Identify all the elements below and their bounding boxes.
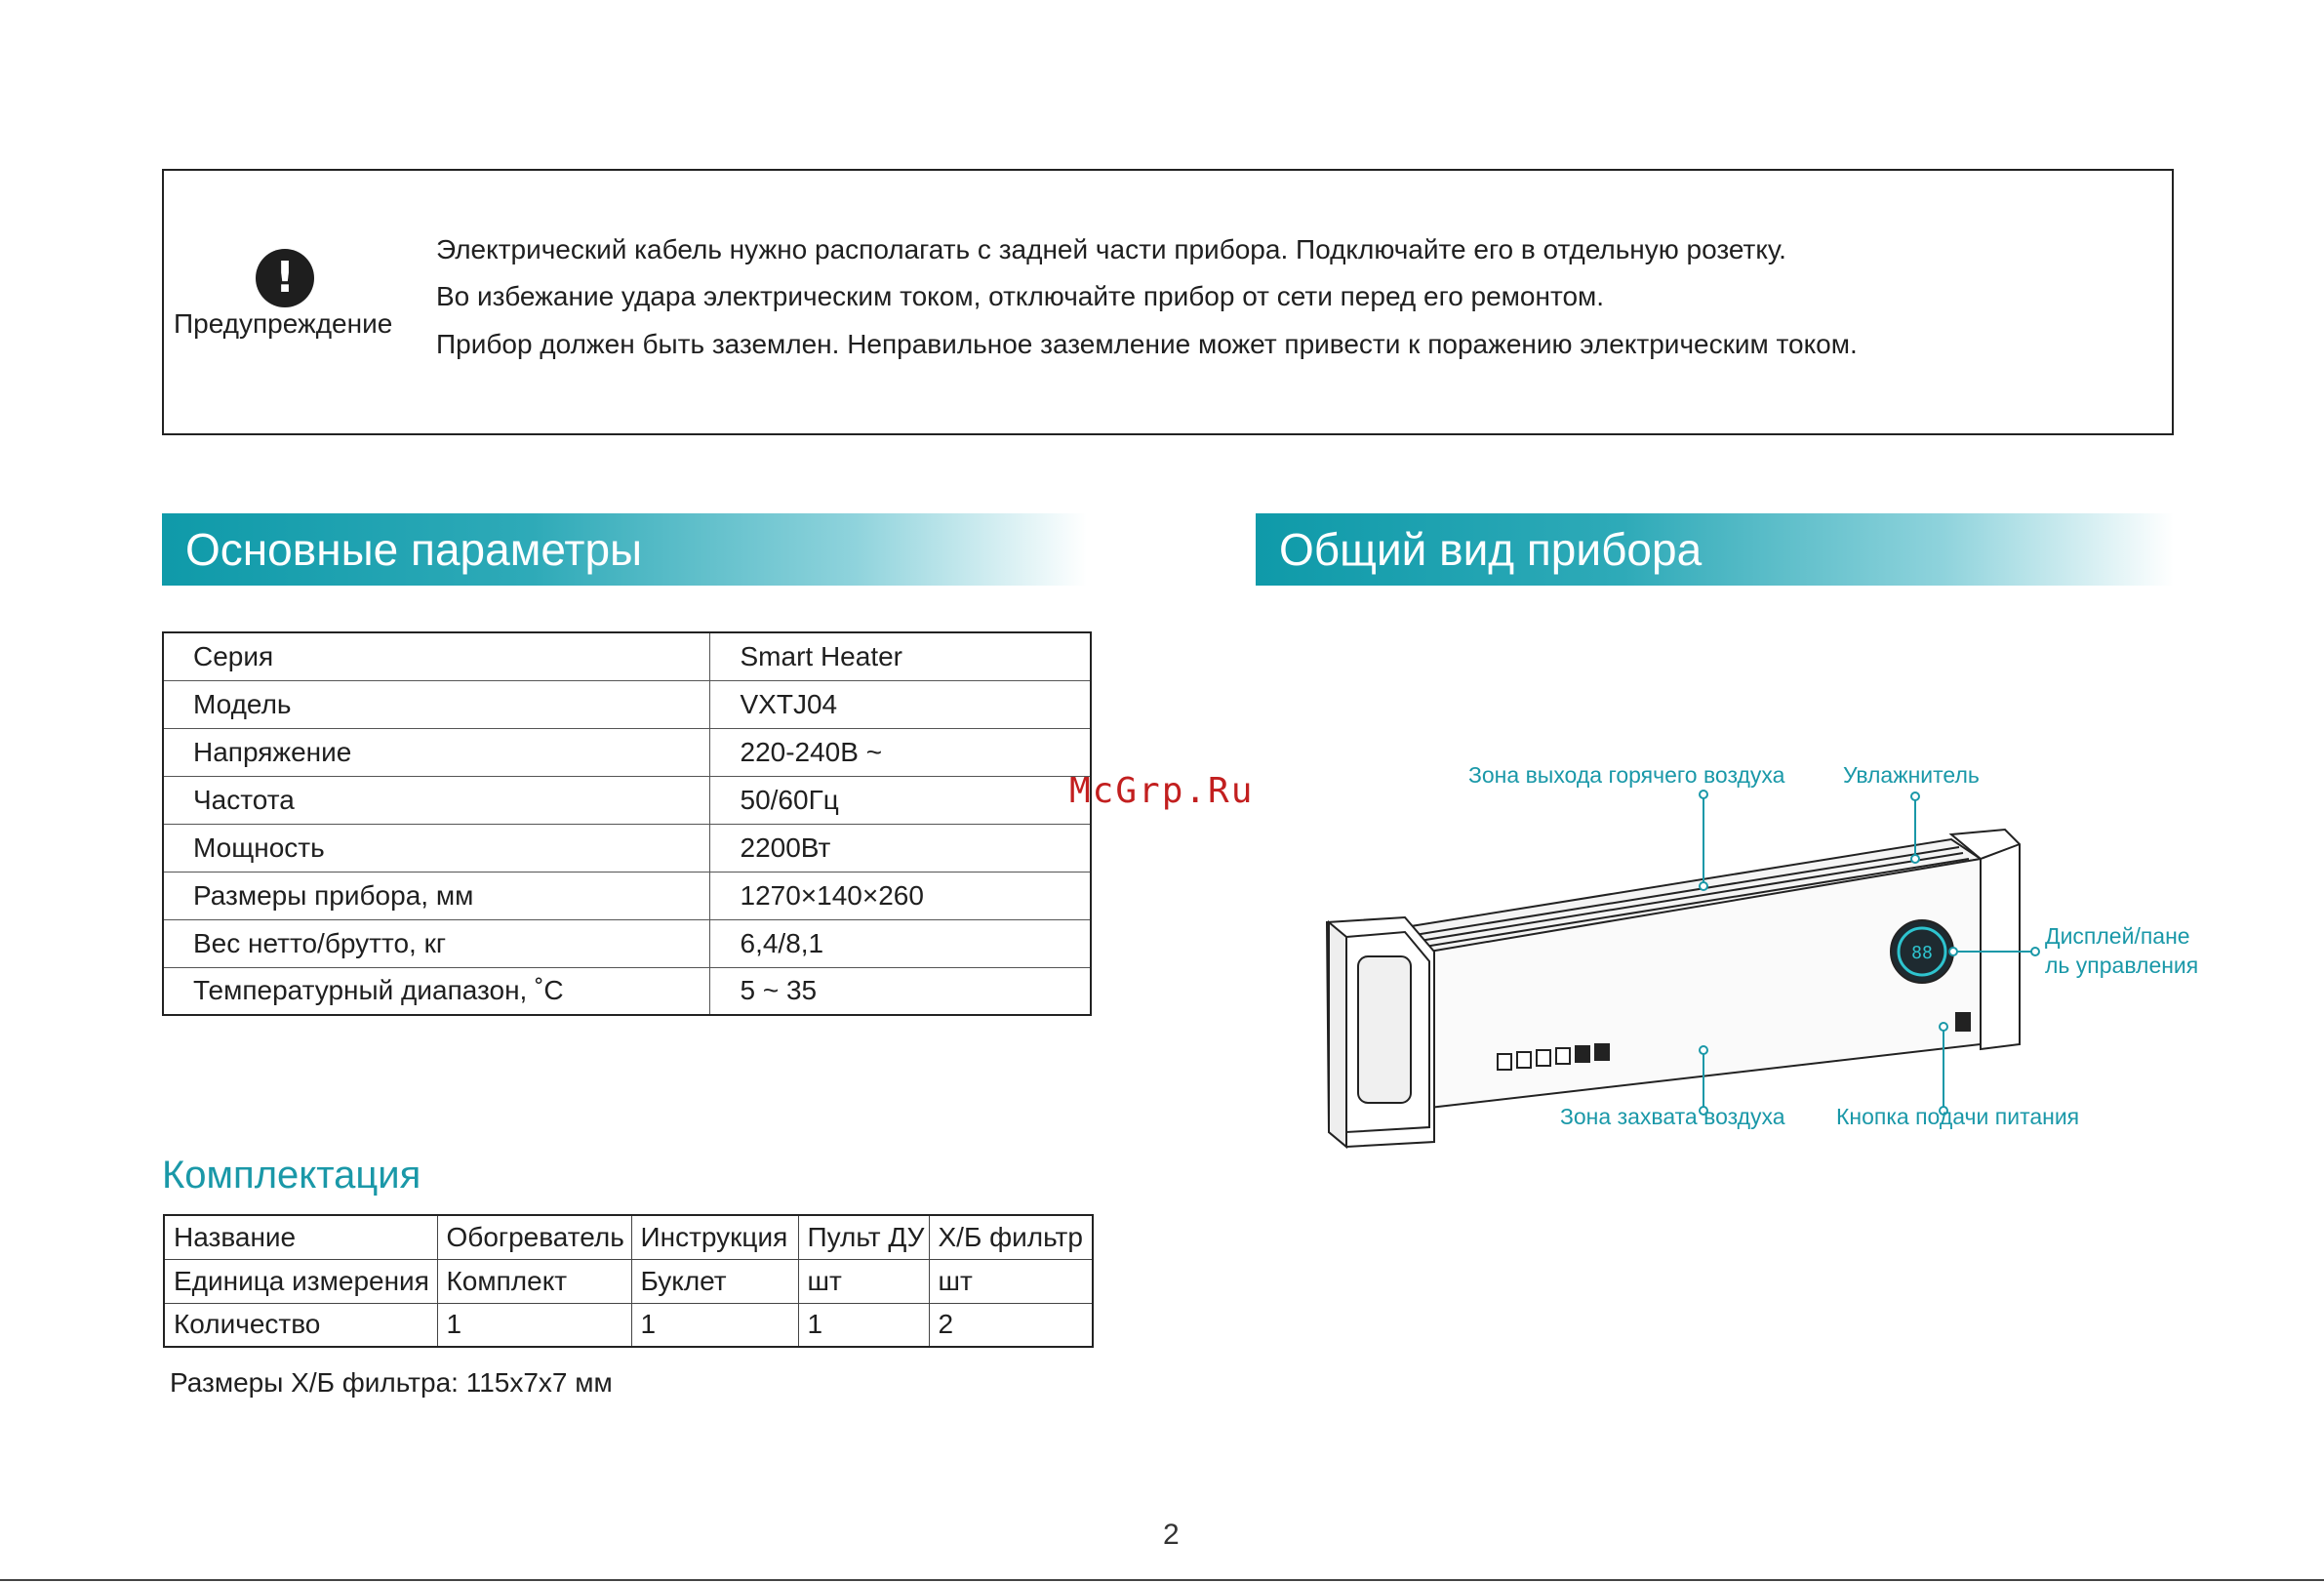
table-row: [163, 776, 1091, 824]
table-row: [164, 1259, 1093, 1303]
table-row: [163, 680, 1091, 728]
table-row: [163, 872, 1091, 919]
callout-display-line1: Дисплей/пане: [2045, 923, 2190, 949]
bottom-rule: [0, 1579, 2324, 1581]
exclamation-icon: !: [256, 249, 314, 307]
kit-table: [163, 1214, 1094, 1348]
kit-cell: Х/Б фильтр: [929, 1215, 1093, 1259]
display-readout: 88: [1911, 943, 1933, 963]
param-key: Мощность: [163, 824, 709, 872]
param-key: Напряжение: [163, 728, 709, 776]
page-number: 2: [1163, 1519, 1180, 1551]
kit-note: Размеры Х/Б фильтра: 115х7х7 мм: [170, 1367, 613, 1398]
table-row: [163, 967, 1091, 1015]
kit-cell: шт: [798, 1259, 929, 1303]
kit-cell: 1: [798, 1303, 929, 1347]
kit-cell: Пульт ДУ: [798, 1215, 929, 1259]
table-row: [164, 1303, 1093, 1347]
table-row: [163, 919, 1091, 967]
table-row: [163, 728, 1091, 776]
param-key: Размеры прибора, мм: [163, 872, 709, 919]
param-value: 1270×140×260: [709, 872, 1091, 919]
callout-intake: Зона захвата воздуха: [1560, 1104, 1785, 1129]
callout-humidifier: Увлажнитель: [1843, 762, 1980, 788]
warning-line-3: Прибор должен быть заземлен. Неправильное заземление может привести к поражению электрическим током.: [436, 329, 1858, 359]
param-value: Smart Heater: [709, 632, 1091, 680]
callout-display-line2: ль управления: [2045, 953, 2199, 978]
warning-label: Предупреждение: [174, 308, 393, 339]
param-value: 220-240В ~: [709, 728, 1091, 776]
overview-section-title: Общий вид прибора: [1256, 513, 2174, 586]
param-key: Модель: [163, 680, 709, 728]
kit-cell: Буклет: [631, 1259, 798, 1303]
param-value: 50/60Гц: [709, 776, 1091, 824]
param-value: 2200Вт: [709, 824, 1091, 872]
param-key: Частота: [163, 776, 709, 824]
kit-cell: Обогреватель: [437, 1215, 631, 1259]
param-value: 5 ~ 35: [709, 967, 1091, 1015]
param-key: Серия: [163, 632, 709, 680]
callout-power: Кнопка подачи питания: [1836, 1104, 2080, 1129]
param-key: Вес нетто/брутто, кг: [163, 919, 709, 967]
kit-cell: 2: [929, 1303, 1093, 1347]
kit-cell: 1: [437, 1303, 631, 1347]
table-row: [163, 824, 1091, 872]
table-row: [164, 1215, 1093, 1259]
param-key: Температурный диапазон, ˚C: [163, 967, 709, 1015]
kit-cell: Единица измерения: [164, 1259, 437, 1303]
watermark: McGrp.Ru: [1069, 771, 1255, 811]
table-row: [163, 632, 1091, 680]
param-value: 6,4/8,1: [709, 919, 1091, 967]
kit-cell: Комплект: [437, 1259, 631, 1303]
params-section-title: Основные параметры: [162, 513, 1087, 586]
callout-hot-air: Зона выхода горячего воздуха: [1468, 762, 1785, 788]
kit-cell: шт: [929, 1259, 1093, 1303]
kit-cell: Инструкция: [631, 1215, 798, 1259]
warning-line-1: Электрический кабель нужно располагать с задней части прибора. Подключайте его в отдельную розетку.: [436, 234, 1786, 264]
kit-title: Комплектация: [162, 1154, 421, 1197]
param-value: VXTJ04: [709, 680, 1091, 728]
warning-line-2: Во избежание удара электрическим током, отключайте прибор от сети перед его ремонтом.: [436, 281, 1605, 311]
kit-cell: Название: [164, 1215, 437, 1259]
kit-cell: Количество: [164, 1303, 437, 1347]
kit-cell: 1: [631, 1303, 798, 1347]
params-table: [162, 631, 1092, 1016]
